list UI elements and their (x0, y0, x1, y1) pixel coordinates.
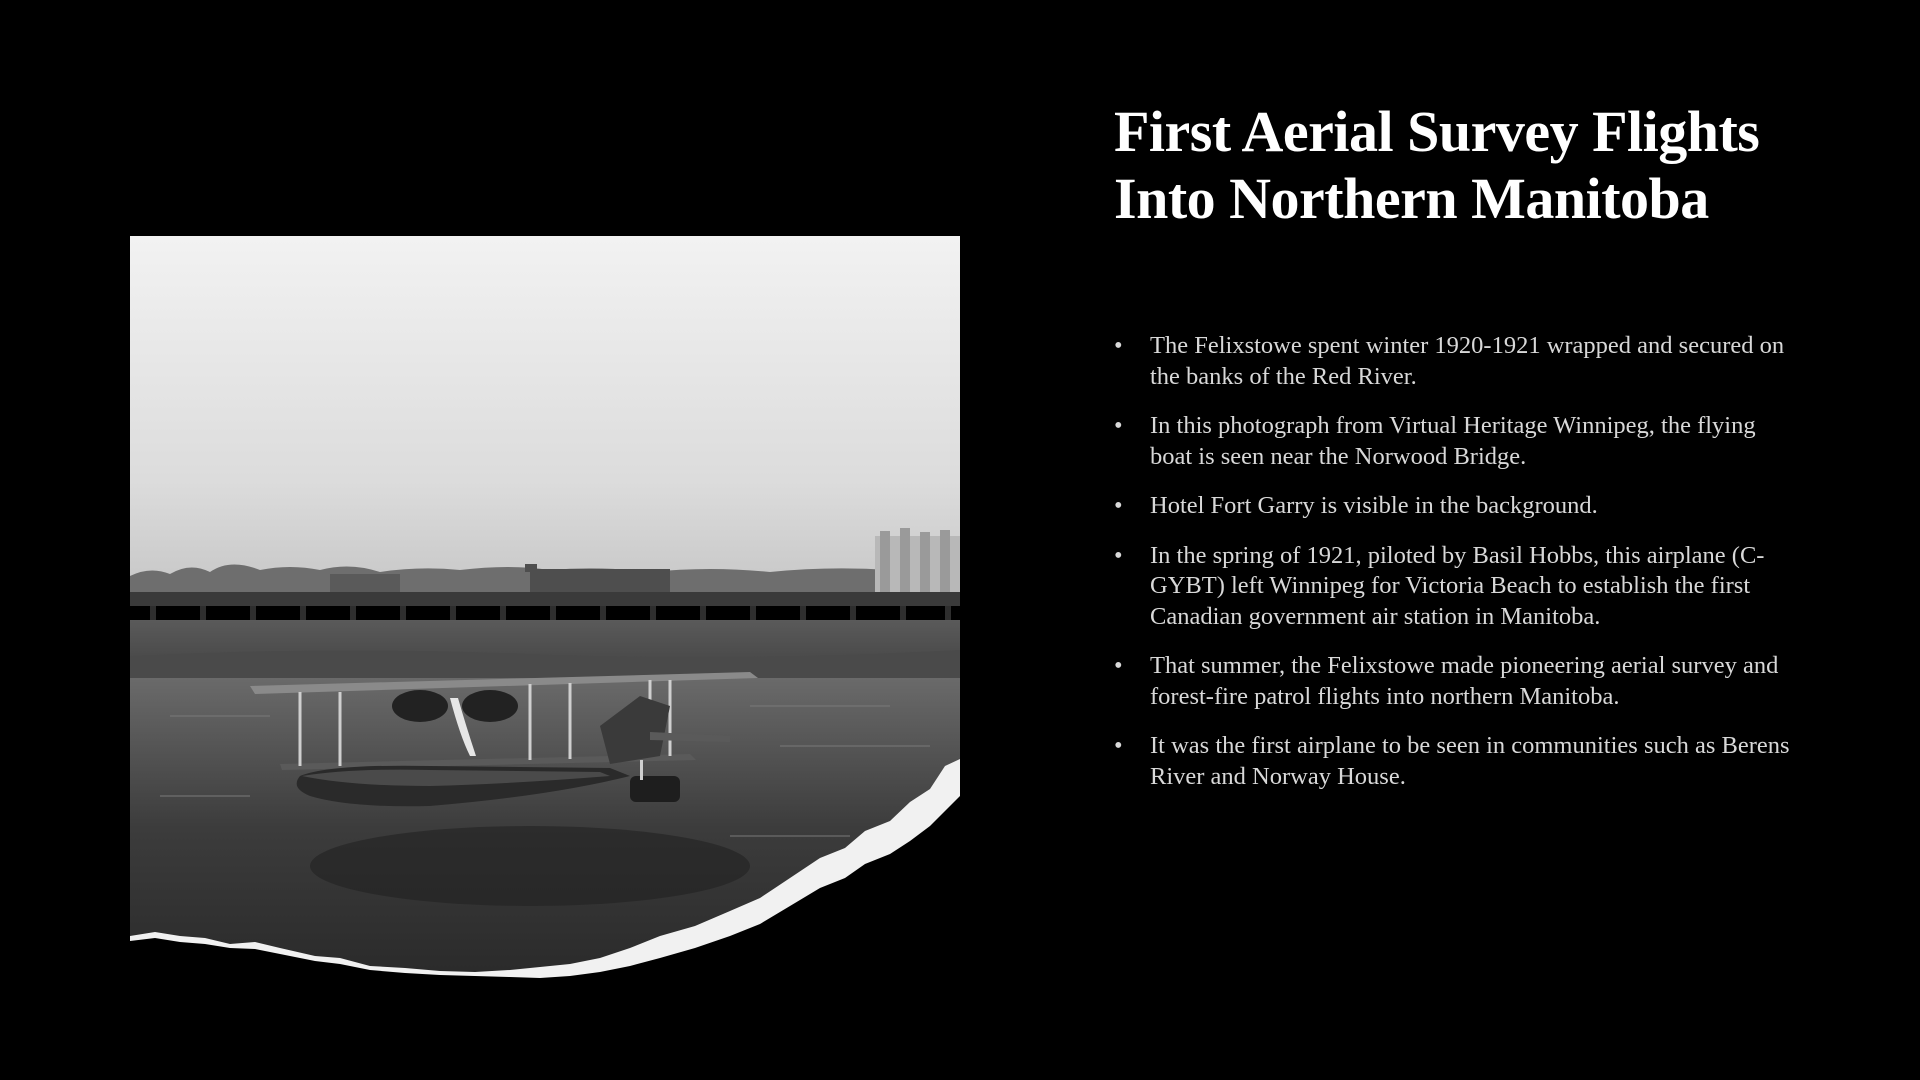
bullet-icon: • (1114, 492, 1123, 519)
bullet-icon: • (1114, 732, 1123, 759)
bullet-text: In the spring of 1921, piloted by Basil Hobbs, this airplane (C-GYBT) left Winnipeg for Victoria Beach to establish the first Canadian government air station in Manitoba. (1150, 541, 1765, 630)
bullet-item (1114, 411, 1794, 472)
bullet-text: In this photograph from Virtual Heritage Winnipeg, the flying boat is seen near the Norwood Bridge. (1150, 412, 1756, 470)
bullet-text: It was the first airplane to be seen in communities such as Berens River and Norway House. (1150, 732, 1790, 790)
bullet-text: The Felixstowe spent winter 1920-1921 wrapped and secured on the banks of the Red River. (1150, 332, 1785, 390)
bullet-item (1114, 541, 1794, 633)
title-line-1: First Aerial Survey Flights (1114, 99, 1760, 164)
bullet-icon: • (1114, 652, 1123, 679)
bullet-item (1114, 651, 1794, 712)
bullet-item (1114, 491, 1794, 522)
bullet-icon: • (1114, 332, 1123, 359)
slide-title (1114, 98, 1874, 232)
bullet-list (1114, 331, 1794, 811)
bullet-icon: • (1114, 541, 1123, 569)
flying-boat-photo (130, 236, 960, 978)
bullet-text: Hotel Fort Garry is visible in the background. (1150, 492, 1598, 519)
photo-illustration (130, 236, 960, 978)
bullet-item (1114, 731, 1794, 792)
title-line-2: Into Northern Manitoba (1114, 166, 1709, 231)
bullet-icon: • (1114, 412, 1123, 439)
bullet-item (1114, 331, 1794, 392)
bullet-text: That summer, the Felixstowe made pioneering aerial survey and forest-fire patrol flights into northern Manitoba. (1150, 652, 1779, 710)
